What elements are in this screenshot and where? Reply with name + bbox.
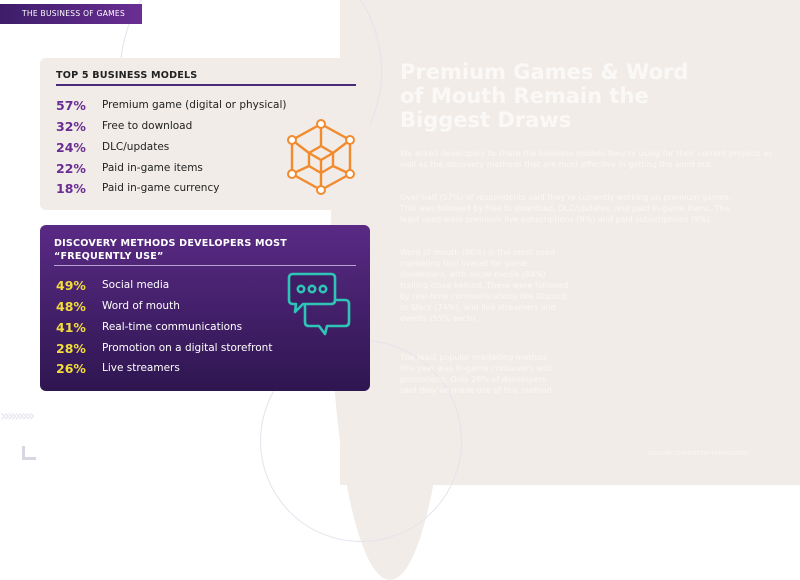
stat-label: Promotion on a digital storefront: [102, 342, 273, 354]
stat-percent: 41%: [56, 319, 86, 335]
list-item: [56, 359, 180, 377]
stat-label: Free to download: [102, 120, 193, 132]
stat-label: Live streamers: [102, 362, 180, 374]
stat-percent: 32%: [56, 118, 86, 134]
article-paragraph: Over half (57%) of respondents said they’re currently working on premium games. This was followed by free to download, DLC/updates, and paid in-game items. The least used were premium live subscriptions (9%) and paid subscriptions (9%).: [400, 193, 732, 224]
stat-percent: 22%: [56, 160, 86, 176]
list-item: [56, 117, 192, 135]
stat-percent: 24%: [56, 139, 86, 155]
stat-label: Paid in-game currency: [102, 182, 220, 194]
stat-percent: 18%: [56, 180, 86, 196]
list-item: [56, 138, 169, 156]
stat-label: DLC/updates: [102, 141, 170, 153]
corner-mark: [22, 446, 36, 460]
business-models-title: TOP 5 BUSINESS MODELS: [56, 70, 198, 81]
chat-bubbles-icon: [285, 270, 355, 340]
stat-percent: 57%: [56, 97, 86, 113]
list-item: [56, 159, 203, 177]
list-item: [56, 297, 180, 315]
stat-percent: 28%: [56, 340, 86, 356]
title-rule: [56, 84, 356, 86]
stat-label: Paid in-game items: [102, 162, 203, 174]
list-item: [56, 276, 169, 294]
list-item: [56, 179, 219, 197]
article-paragraph: The least popular marketing method this year was in-game crossovers and promotions. Only 28% of developers said they’ve made use of this method.: [400, 353, 555, 395]
article-paragraph: Word of mouth (86%) is the most used marketing tool overall for game developers, with social media (84%) trailing close behind. These were followed by real-time communications like Discord or Slack (74%), and live streamers and events (55% each).: [400, 248, 569, 323]
article-paragraph: We asked developers to share the business models they’re using for their current projects as well as the discovery methods that are most effective in getting the word out.: [400, 149, 773, 169]
stat-label: Social media: [102, 279, 170, 291]
section-tag: THE BUSINESS OF GAMES: [0, 4, 142, 24]
stat-percent: 26%: [56, 360, 86, 376]
article-headline: Premium Games & Word of Mouth Remain the Biggest Draws: [400, 60, 689, 132]
list-item: [56, 318, 242, 336]
list-item: [56, 96, 286, 114]
stat-label: Premium game (digital or physical): [102, 99, 287, 111]
footer-link[interactable]: GDCONF.COM/STATEOFTHEINDUSTRY: [648, 451, 750, 457]
title-rule: [54, 265, 356, 266]
cube-network-icon: [282, 118, 360, 198]
stat-percent: 48%: [56, 298, 86, 314]
list-item: [56, 339, 272, 357]
stat-label: Word of mouth: [102, 300, 180, 312]
discovery-methods-title: DISCOVERY METHODS DEVELOPERS MOST “FREQUENTLY USE”: [54, 238, 287, 262]
stat-percent: 49%: [56, 277, 86, 293]
stat-label: Real-time communications: [102, 321, 243, 333]
decorative-chevrons: ›››››››››: [0, 406, 33, 425]
